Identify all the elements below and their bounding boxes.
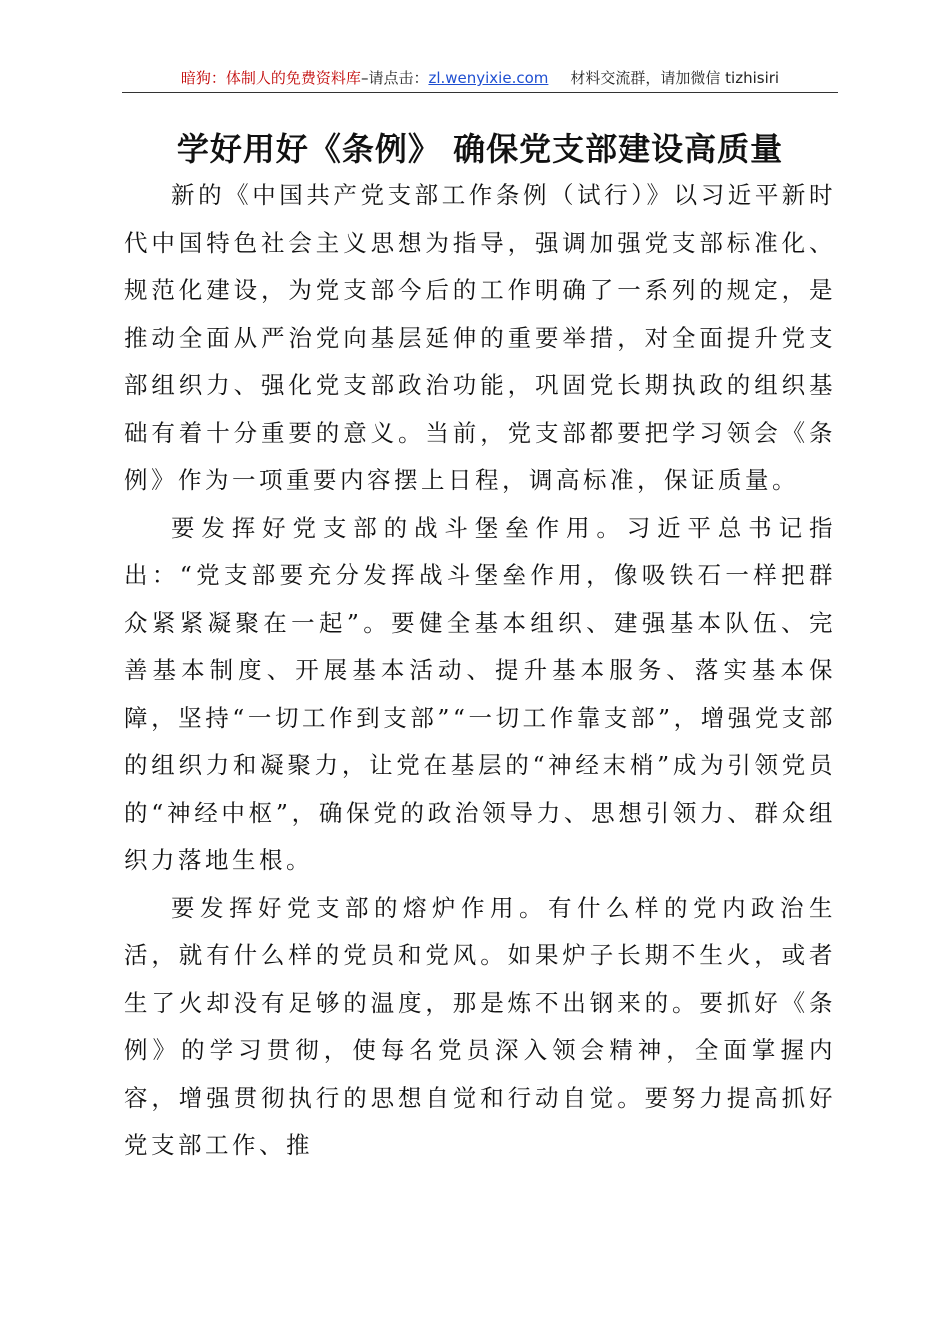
- header-link[interactable]: zl.wenyixie.com: [428, 69, 549, 87]
- header-prompt-text: –请点击：: [360, 69, 429, 87]
- paragraph-1: 新的《中国共产党支部工作条例（试行）》以习近平新时代中国特色社会主义思想为指导，强调加强党支部标准化、规范化建设，为党支部今后的工作明确了一系列的规定，是推动全面从严治党向基层延伸的重要举措，对全面提升党支部组织力、强化党支部政治功能，巩固党长期执政的组织基础有着十分重要的意义。当前，党支部都要把学习领会《条例》作为一项重要内容摆上日程，调高标准，保证质量。: [124, 181, 836, 494]
- page-header: [122, 64, 838, 93]
- header-promo-text: 暗狗：体制人的免费资料库: [180, 69, 361, 87]
- header-note-text: 材料交流群，请加微信 tizhisiri: [570, 69, 780, 87]
- paragraph-3: 要发挥好党支部的熔炉作用。有什么样的党内政治生活，就有什么样的党员和党风。如果炉子长期不生火，或者生了火却没有足够的温度，那是炼不出钢来的。要抓好《条例》的学习贯彻，使每名党员深入领会精神，全面掌握内容，增强贯彻执行的思想自觉和行动自觉。要努力提高抓好党支部工作、推: [124, 893, 836, 1159]
- document-title: 学好用好《条例》 确保党支部建设高质量: [176, 130, 784, 168]
- document-body: [124, 172, 836, 1170]
- paragraph-2: 要发挥好党支部的战斗堡垒作用。习近平总书记指出：“党支部要充分发挥战斗堡垒作用，像吸铁石一样把群众紧紧凝聚在一起”。要健全基本组织、建强基本队伍、完善基本制度、开展基本活动、提升基本服务、落实基本保障，坚持“一切工作到支部”“一切工作靠支部”，增强党支部的组织力和凝聚力，让党在基层的“神经末梢”成为引领党员的“神经中枢”，确保党的政治领导力、思想引领力、群众组织力落地生根。: [124, 513, 836, 874]
